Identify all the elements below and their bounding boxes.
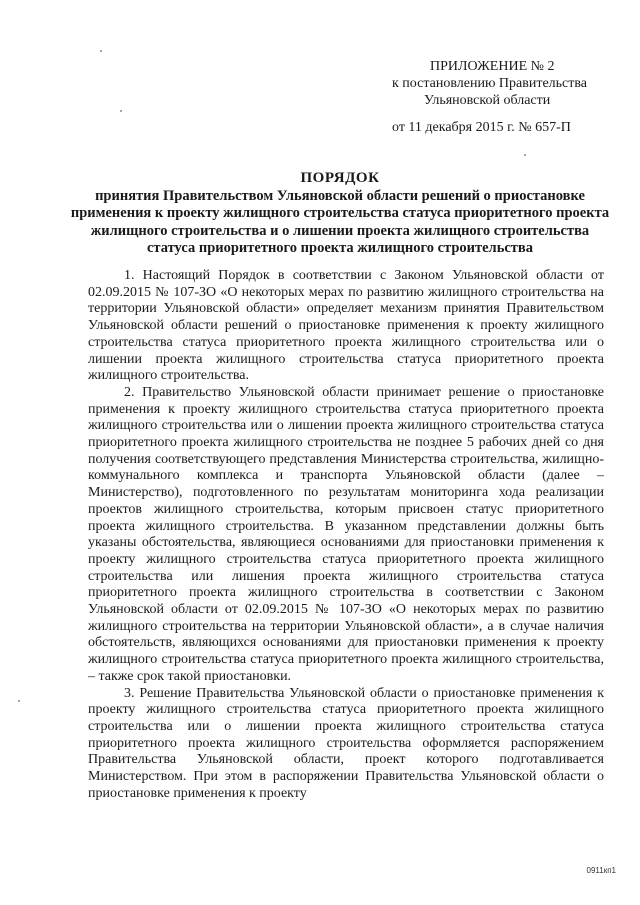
- scan-speck: [120, 110, 122, 112]
- document-code: 0911кп1: [586, 866, 616, 875]
- decree-reference: к постановлению Правительства: [392, 76, 588, 91]
- scan-speck: [18, 700, 20, 702]
- paragraph-1: 1. Настоящий Порядок в соответствии с Законом Ульяновской области от 02.09.2015 № 107-ЗО «О некоторых мерах по развитию жилищного строительства на территории Ульяновской области» определяет механизм принятия Правительством Ульяновской области решений о приостановке применения к проекту жилищного строительства статуса приоритетного проекта жилищного строительства или о лишении проекта жилищного строительства статуса приоритетного проекта жилищного строительства.: [88, 268, 604, 384]
- appendix-title: ПРИЛОЖЕНИЕ № 2: [430, 59, 555, 74]
- document-title: [70, 170, 610, 258]
- scan-speck: [524, 154, 526, 156]
- paragraph-3: 3. Решение Правительства Ульяновской области о приостановке применения к проекту жилищного строительства статуса приоритетного проекта жилищного строительства или о лишении проекта жилищного строительства статуса приоритетного проекта жилищного строительства оформляется распоряжением Правительства Ульяновской области, проект которого подготавливается Министерством. При этом в распоряжении Правительства Ульяновской области о приостановке применения к проекту: [88, 685, 604, 801]
- decree-date: от 11 декабря 2015 г. № 657-П: [392, 120, 571, 135]
- paragraph-2: 2. Правительство Ульяновской области принимает решение о приостановке применения к проекту жилищного строительства статуса приоритетного проекта жилищного строительства или о лишении проекта жилищного строительства статуса приоритетного проекта жилищного строительства не позднее 5 рабочих дней со дня получения соответствующего представления Министерства строительства, жилищно-коммунального комплекса и транспорта Ульяновской области (далее – Министерство), подготовленного по результатам мониторинга хода реализации проектов жилищного строительства, которым присвоен статус приоритетного проекта жилищного строительства. В указанном представлении должны быть указаны обстоятельства, являющиеся основаниями для приостановки применения к проекту жилищного строительства статуса приоритетного проекта жилищного строительства или лишения проекта жилищного строительства статуса приоритетного проекта жилищного строительства в соответствии с Законом Ульяновской области от 02.09.2015 № 107-ЗО «О некоторых мерах по развитию жилищного строительства на территории Ульяновской области», а в случае наличия обстоятельств, являющихся основаниями для приостановки применения к проекту жилищного строительства статуса приоритетного проекта жилищного строительства, – также срок такой приостановки.: [88, 384, 604, 684]
- title-subtitle: принятия Правительством Ульяновской области решений о приостановке применения к проекту жилищного строительства статуса приоритетного проекта жилищного строительства и о лишении проекта жилищного строительства статуса приоритетного проекта жилищного строительства: [70, 187, 610, 256]
- title-heading: ПОРЯДОК: [300, 170, 380, 186]
- scan-speck: [100, 50, 102, 52]
- document-body: [88, 268, 604, 803]
- appendix-header: [380, 58, 620, 136]
- region-name: Ульяновской области: [424, 93, 551, 108]
